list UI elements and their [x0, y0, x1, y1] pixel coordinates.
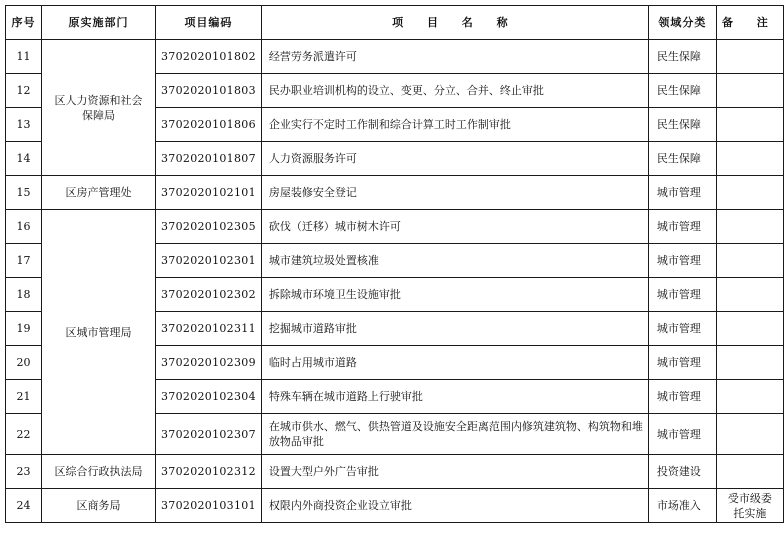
note-cell	[716, 74, 783, 108]
header-seq: 序号	[6, 6, 42, 40]
code-cell: 3702020102312	[156, 455, 262, 489]
note-cell	[716, 346, 783, 380]
field-cell: 城市管理	[648, 176, 716, 210]
field-cell: 城市管理	[648, 210, 716, 244]
name-cell: 房屋装修安全登记	[261, 176, 648, 210]
note-cell	[716, 244, 783, 278]
code-cell: 3702020102305	[156, 210, 262, 244]
seq-cell: 16	[6, 210, 42, 244]
table-row	[6, 40, 784, 74]
name-cell: 城市建筑垃圾处置核准	[261, 244, 648, 278]
name-cell: 权限内外商投资企业设立审批	[261, 489, 648, 523]
note-cell	[716, 108, 783, 142]
name-cell: 砍伐（迁移）城市树木许可	[261, 210, 648, 244]
field-cell: 城市管理	[648, 414, 716, 455]
code-cell: 3702020102309	[156, 346, 262, 380]
code-cell: 3702020101807	[156, 142, 262, 176]
name-cell: 在城市供水、燃气、供热管道及设施安全距离范围内修筑建筑物、构筑物和堆放物品审批	[261, 414, 648, 455]
note-cell: 受市级委托实施	[716, 489, 783, 523]
dept-cell: 区城市管理局	[42, 210, 156, 455]
header-code: 项目编码	[156, 6, 262, 40]
field-cell: 城市管理	[648, 312, 716, 346]
note-cell	[716, 380, 783, 414]
header-field: 领域分类	[648, 6, 716, 40]
header-dept: 原实施部门	[42, 6, 156, 40]
code-cell: 3702020103101	[156, 489, 262, 523]
code-cell: 3702020102302	[156, 278, 262, 312]
code-cell: 3702020102304	[156, 380, 262, 414]
table-row	[6, 489, 784, 523]
seq-cell: 21	[6, 380, 42, 414]
name-cell: 拆除城市环境卫生设施审批	[261, 278, 648, 312]
seq-cell: 18	[6, 278, 42, 312]
note-cell	[716, 40, 783, 74]
note-cell	[716, 210, 783, 244]
field-cell: 投资建设	[648, 455, 716, 489]
field-cell: 民生保障	[648, 108, 716, 142]
field-cell: 市场准入	[648, 489, 716, 523]
seq-cell: 17	[6, 244, 42, 278]
seq-cell: 15	[6, 176, 42, 210]
seq-cell: 11	[6, 40, 42, 74]
dept-cell: 区人力资源和社会保障局	[42, 40, 156, 176]
field-cell: 城市管理	[648, 346, 716, 380]
header-note: 备 注	[716, 6, 783, 40]
name-cell: 人力资源服务许可	[261, 142, 648, 176]
header-name: 项 目 名 称	[261, 6, 648, 40]
seq-cell: 24	[6, 489, 42, 523]
code-cell: 3702020102101	[156, 176, 262, 210]
code-cell: 3702020102301	[156, 244, 262, 278]
field-cell: 民生保障	[648, 142, 716, 176]
note-cell	[716, 312, 783, 346]
field-cell: 城市管理	[648, 380, 716, 414]
code-cell: 3702020101806	[156, 108, 262, 142]
seq-cell: 23	[6, 455, 42, 489]
table-row	[6, 176, 784, 210]
seq-cell: 13	[6, 108, 42, 142]
field-cell: 民生保障	[648, 40, 716, 74]
table-row	[6, 455, 784, 489]
name-cell: 临时占用城市道路	[261, 346, 648, 380]
field-cell: 民生保障	[648, 74, 716, 108]
note-cell	[716, 455, 783, 489]
dept-cell: 区综合行政执法局	[42, 455, 156, 489]
note-cell	[716, 142, 783, 176]
seq-cell: 22	[6, 414, 42, 455]
dept-cell: 区房产管理处	[42, 176, 156, 210]
seq-cell: 20	[6, 346, 42, 380]
code-cell: 3702020102307	[156, 414, 262, 455]
items-table	[5, 5, 784, 523]
seq-cell: 19	[6, 312, 42, 346]
field-cell: 城市管理	[648, 278, 716, 312]
note-cell	[716, 414, 783, 455]
header-row	[6, 6, 784, 40]
code-cell: 3702020102311	[156, 312, 262, 346]
seq-cell: 14	[6, 142, 42, 176]
table-row	[6, 210, 784, 244]
name-cell: 挖掘城市道路审批	[261, 312, 648, 346]
dept-cell: 区商务局	[42, 489, 156, 523]
note-cell	[716, 278, 783, 312]
code-cell: 3702020101803	[156, 74, 262, 108]
seq-cell: 12	[6, 74, 42, 108]
field-cell: 城市管理	[648, 244, 716, 278]
note-cell	[716, 176, 783, 210]
name-cell: 设置大型户外广告审批	[261, 455, 648, 489]
name-cell: 经营劳务派遣许可	[261, 40, 648, 74]
name-cell: 特殊车辆在城市道路上行驶审批	[261, 380, 648, 414]
code-cell: 3702020101802	[156, 40, 262, 74]
name-cell: 企业实行不定时工作制和综合计算工时工作制审批	[261, 108, 648, 142]
name-cell: 民办职业培训机构的设立、变更、分立、合并、终止审批	[261, 74, 648, 108]
